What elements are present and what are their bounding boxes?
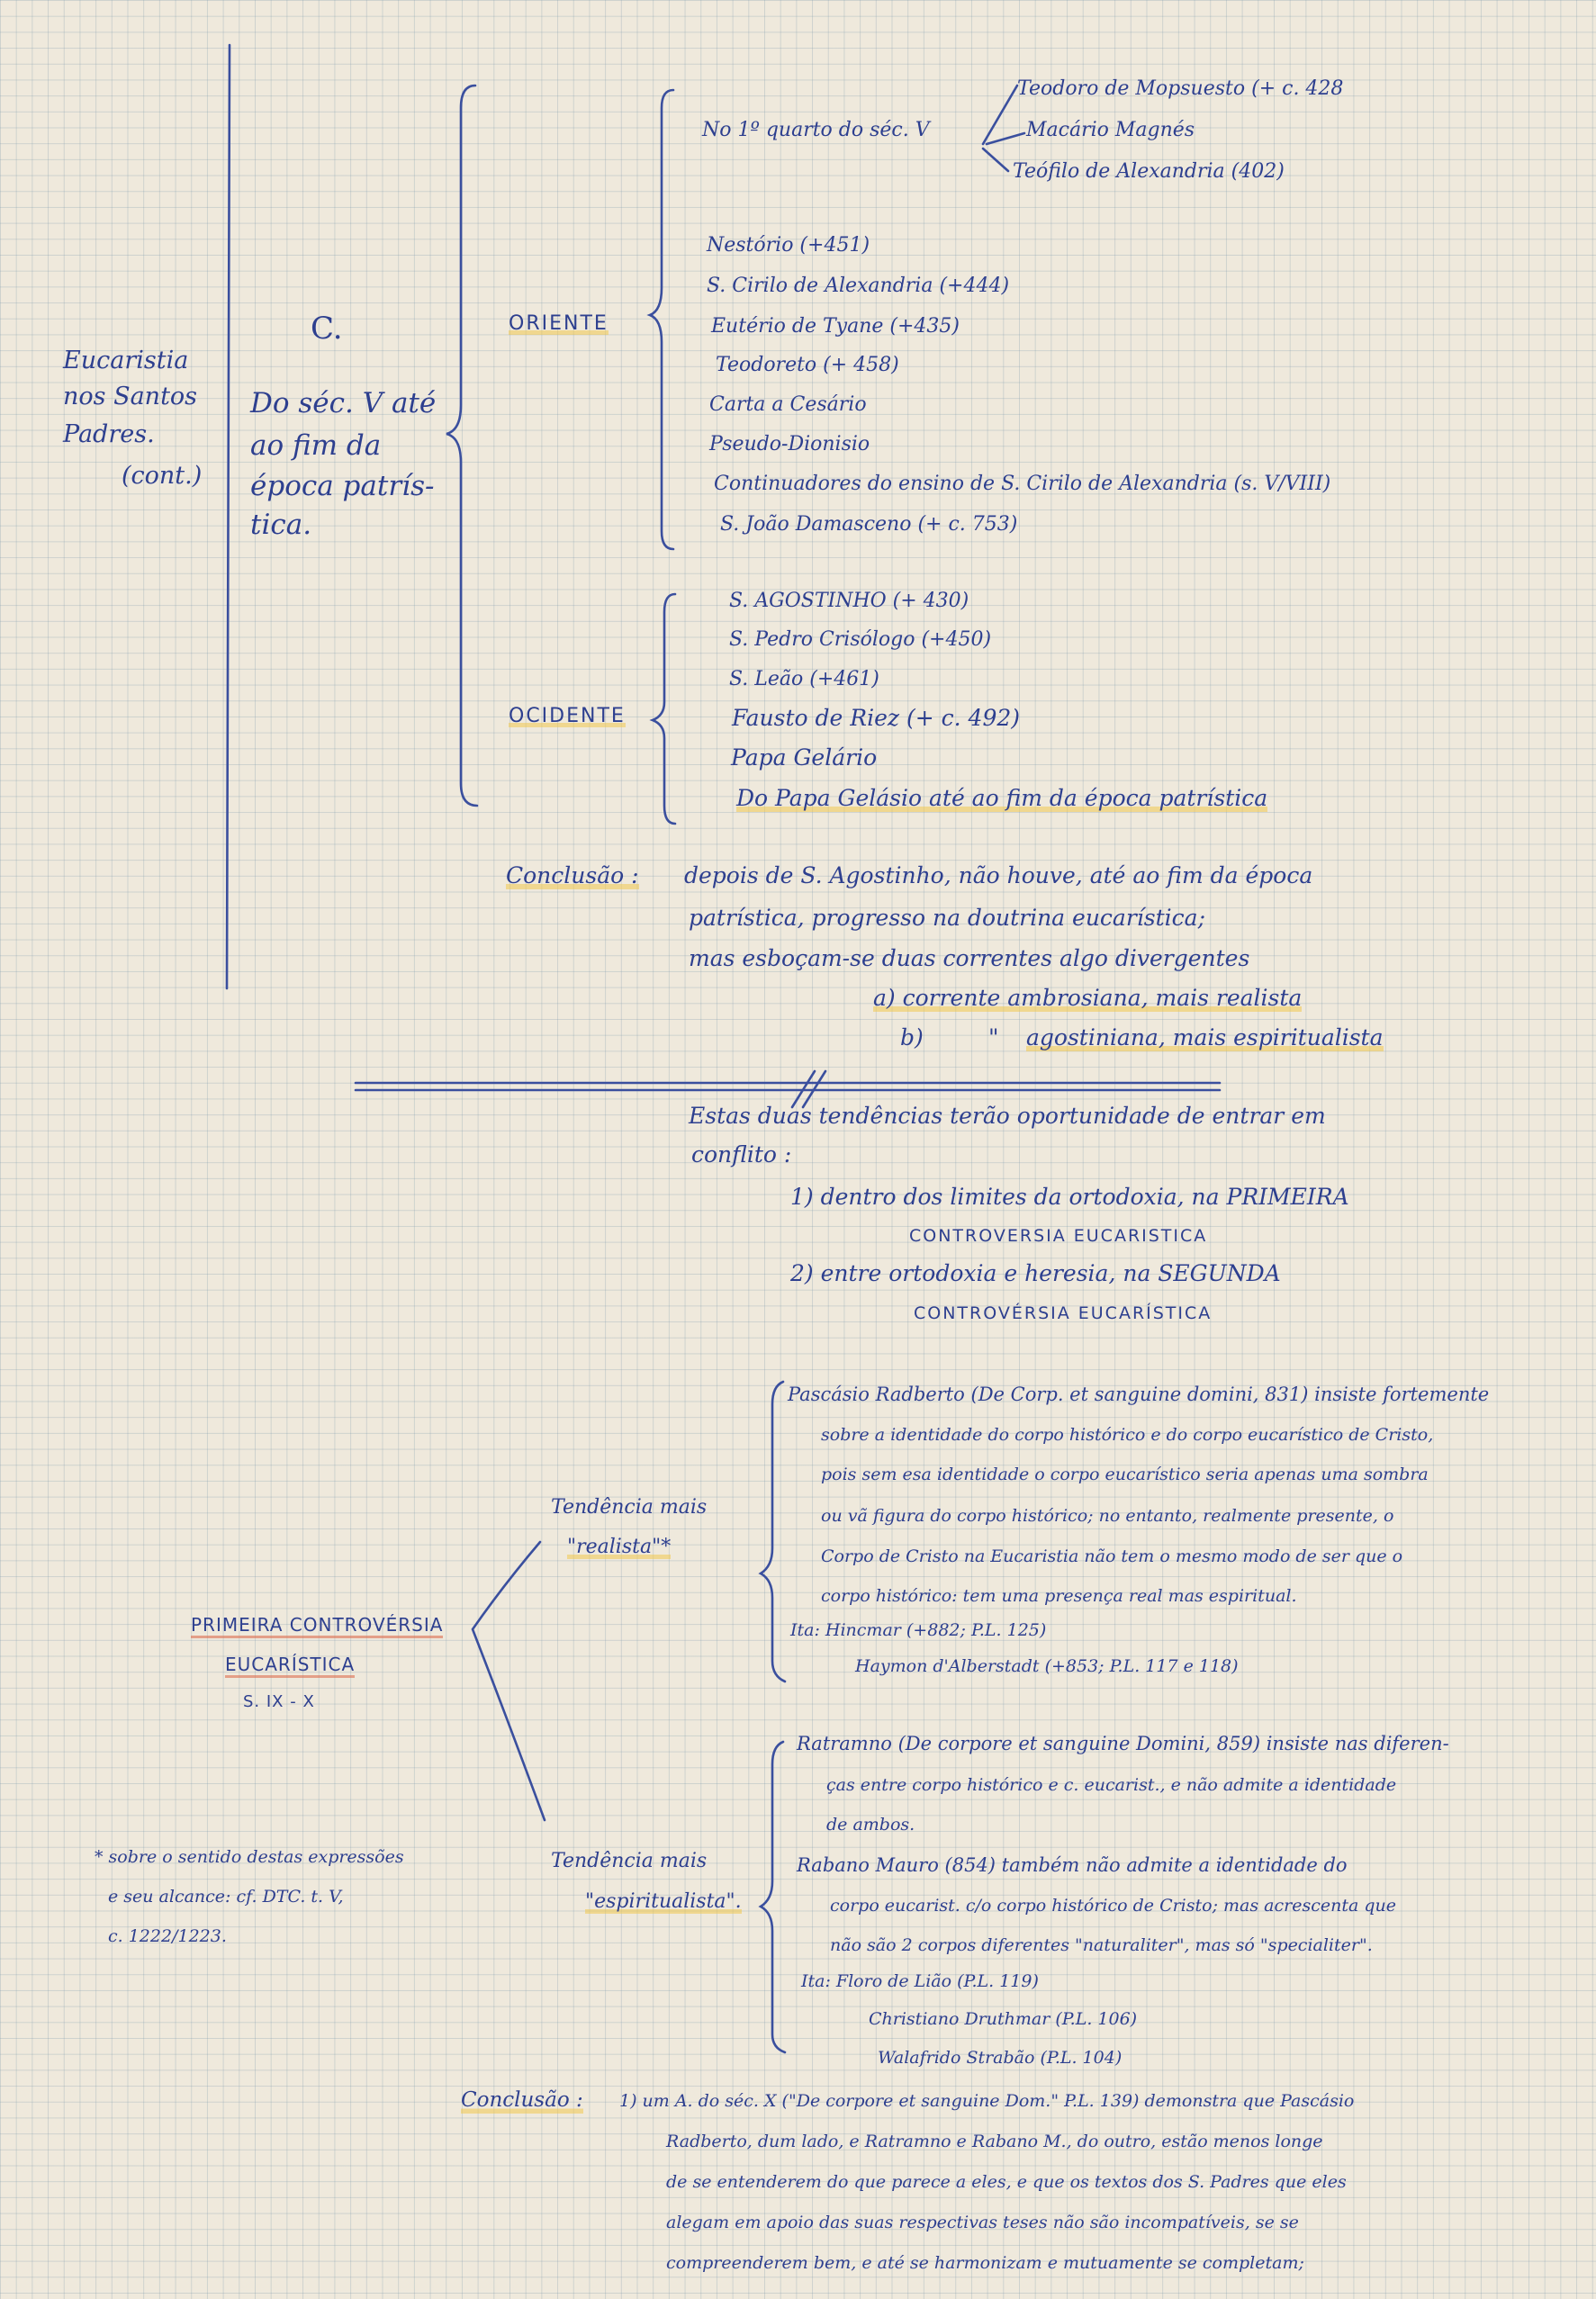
espiritualista-ita-line: Ita: Floro de Lião (P.L. 119): [801, 1971, 1039, 1991]
tendencias-line-1: Estas duas tendências terão oportunidade de entrar em: [689, 1103, 1326, 1129]
conclusao2-line-5: compreenderem bem, e até se harmonizam e mutuamente se completam;: [666, 2253, 1304, 2273]
section-c-letter: C.: [311, 311, 343, 347]
section-c-line-2: ao fim da: [250, 429, 382, 462]
realista-label-line-2: "realista"*: [567, 1536, 672, 1558]
conclusao1-item-b-prefix: b): [900, 1024, 924, 1050]
section-c-line-1: Do séc. V até: [250, 387, 437, 419]
first-quarter-heading: No 1º quarto do séc. V: [702, 119, 930, 141]
realista-label-line-1: Tendência mais: [551, 1496, 708, 1519]
oriente-label: ORIENTE: [509, 312, 609, 335]
footnote-line-3: c. 1222/1223.: [108, 1926, 227, 1946]
ocidente-item-1: S. AGOSTINHO (+ 430): [729, 590, 969, 612]
conclusao2-line-3: de se entenderem do que parece a eles, e que os textos dos S. Padres que eles: [666, 2172, 1347, 2192]
tendencias-item-2-line-1: 2) entre ortodoxia e heresia, na SEGUNDA: [790, 1260, 1281, 1286]
first-quarter-name-2: Macário Magnés: [1026, 119, 1195, 141]
realista-ita-line: Ita: Hincmar (+882; P.L. 125): [790, 1620, 1047, 1640]
espiritualista-line-5: corpo eucarist. c/o corpo histórico de Cristo; mas acrescenta que: [830, 1896, 1396, 1916]
primeira-title-line-3: S. IX - X: [243, 1692, 315, 1711]
oriente-item-8: S. João Damasceno (+ c. 753): [720, 513, 1018, 536]
espiritualista-druthmar-line: Christiano Druthmar (P.L. 106): [869, 2009, 1138, 2029]
conclusao2-line-1: 1) um A. do séc. X ("De corpore et sanguine Dom." P.L. 139) demonstra que Pascásio: [619, 2091, 1355, 2111]
tendencias-item-1-line-1: 1) dentro dos limites da ortodoxia, na PRIMEIRA: [790, 1184, 1349, 1210]
realista-line-5: Corpo de Cristo na Eucaristia não tem o mesmo modo de ser que o: [821, 1546, 1403, 1566]
oriente-item-1: Nestório (+451): [707, 234, 870, 257]
footnote-line-2: e seu alcance: cf. DTC. t. V,: [108, 1887, 344, 1907]
first-quarter-name-1: Teodoro de Mopsuesto (+ c. 428: [1017, 77, 1344, 100]
margin-title-line-2: nos Santos: [63, 383, 198, 410]
ocidente-item-5: Papa Gelário: [731, 744, 878, 771]
primeira-title-line-2: EUCARÍSTICA: [225, 1654, 355, 1678]
conclusao1-item-b-ditto: ": [988, 1024, 999, 1050]
conclusao1-line-2: patrística, progresso na doutrina eucarística;: [689, 905, 1205, 931]
fq-line-2: [987, 133, 1024, 144]
main-brace: [446, 86, 477, 806]
espiritualista-line-3: de ambos.: [826, 1815, 915, 1835]
ocidente-item-2: S. Pedro Crisólogo (+450): [729, 628, 992, 651]
realista-line-3: pois sem esa identidade o corpo eucarístico seria apenas uma sombra: [821, 1465, 1429, 1484]
realista-line-1: Pascásio Radberto (De Corp. et sanguine domini, 831) insiste fortemente: [788, 1384, 1490, 1405]
oriente-item-3: Eutério de Tyane (+435): [711, 315, 960, 338]
primeira-title-line-1: PRIMEIRA CONTROVÉRSIA: [191, 1614, 443, 1638]
espiritualista-label-line-1: Tendência mais: [551, 1850, 708, 1872]
ocidente-brace: [653, 594, 675, 824]
ocidente-item-4: Fausto de Riez (+ c. 492): [732, 705, 1021, 731]
conclusao1-line-1: depois de S. Agostinho, não houve, até ao fim da época: [684, 862, 1313, 888]
conclusao2-line-2: Radberto, dum lado, e Ratramno e Rabano M., do outro, estão menos longe: [666, 2132, 1323, 2151]
conclusao1-item-a: a) corrente ambrosiana, mais realista: [873, 985, 1303, 1011]
espiritualista-line-4: Rabano Mauro (854) também não admite a identidade do: [797, 1854, 1348, 1876]
left-vertical-line: [227, 45, 230, 988]
espiritualista-line-1: Ratramno (De corpore et sanguine Domini, 859) insiste nas diferen-: [797, 1733, 1449, 1754]
margin-title-line-3: Padres.: [63, 420, 155, 448]
oriente-item-2: S. Cirilo de Alexandria (+444): [707, 275, 1010, 297]
conclusao1-label: Conclusão :: [506, 862, 639, 888]
espiritualista-line-6: não são 2 corpos diferentes "naturaliter", mas só "specialiter".: [830, 1935, 1373, 1955]
oriente-item-6: Pseudo-Dionisio: [709, 433, 870, 455]
espiritualista-brace: [761, 1742, 785, 2052]
margin-title-line-4: (cont.): [122, 462, 203, 490]
margin-title-line-1: Eucaristia: [63, 347, 189, 374]
espiritualista-line-2: ças entre corpo histórico e c. eucarist., e não admite a identidade: [826, 1775, 1397, 1795]
oriente-item-4: Teodoreto (+ 458): [716, 354, 899, 376]
section-c-line-4: tica.: [250, 509, 312, 541]
ocidente-item-6: Do Papa Gelásio até ao fim da época patrística: [736, 785, 1268, 811]
first-quarter-name-3: Teófilo de Alexandria (402): [1013, 160, 1285, 183]
footnote-line-1: * sobre o sentido destas expressões: [95, 1847, 404, 1867]
chevron-lines: [473, 1542, 545, 1820]
conclusao1-item-b: agostiniana, mais espiritualista: [1026, 1024, 1384, 1050]
conclusao2-line-4: alegam em apoio das suas respectivas teses não são incompatíveis, se se: [666, 2213, 1299, 2232]
realista-line-6: corpo histórico: tem uma presença real mas espiritual.: [821, 1586, 1297, 1606]
realista-haymon-line: Haymon d'Alberstadt (+853; P.L. 117 e 118): [855, 1656, 1239, 1676]
espiritualista-label-line-2: "espiritualista".: [585, 1890, 742, 1913]
oriente-item-7: Continuadores do ensino de S. Cirilo de Alexandria (s. V/VIII): [714, 473, 1331, 495]
espiritualista-walafrido-line: Walafrido Strabão (P.L. 104): [878, 2048, 1123, 2068]
ocidente-item-3: S. Leão (+461): [729, 668, 879, 690]
conclusao2-label: Conclusão :: [461, 2088, 583, 2112]
oriente-brace: [650, 90, 673, 549]
tendencias-item-1-line-2: CONTROVERSIA EUCARISTICA: [909, 1226, 1208, 1246]
fq-line-3: [983, 149, 1008, 171]
realista-line-4: ou vã figura do corpo histórico; no entanto, realmente presente, o: [821, 1506, 1394, 1526]
tendencias-item-2-line-2: CONTROVÉRSIA EUCARÍSTICA: [914, 1303, 1213, 1323]
ocidente-label: OCIDENTE: [509, 705, 626, 727]
realista-line-2: sobre a identidade do corpo histórico e do corpo eucarístico de Cristo,: [821, 1425, 1434, 1445]
section-c-line-3: época patrís-: [250, 470, 435, 502]
realista-brace: [761, 1382, 785, 1681]
tendencias-line-2: conflito :: [691, 1141, 792, 1168]
conclusao1-line-3: mas esboçam-se duas correntes algo divergentes: [689, 945, 1250, 971]
fq-line-1: [983, 86, 1017, 144]
oriente-item-5: Carta a Cesário: [709, 393, 867, 416]
